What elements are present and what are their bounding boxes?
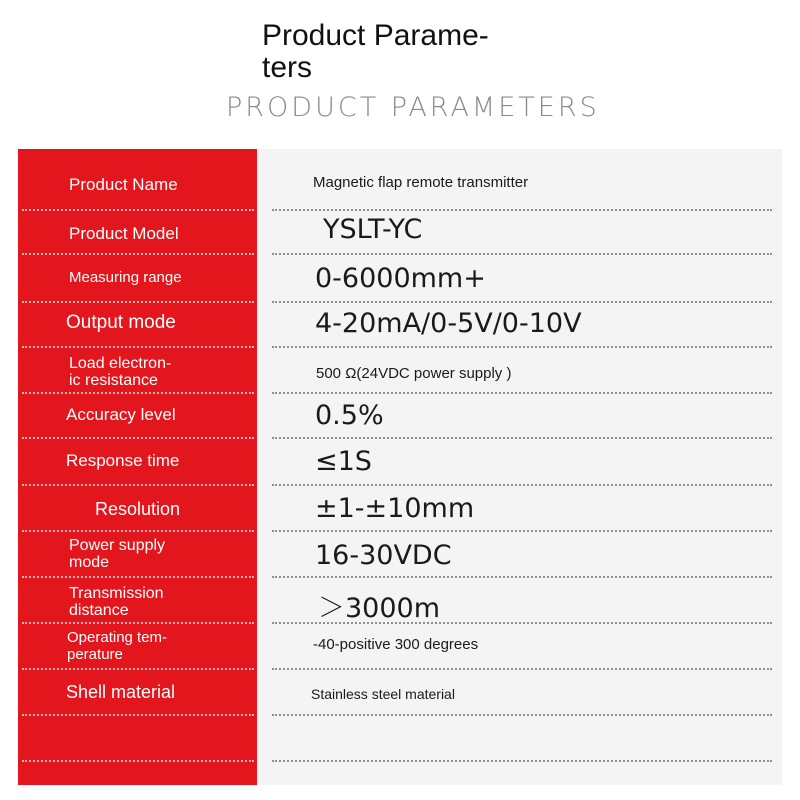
label-transmission-line-2: distance	[69, 602, 129, 619]
page-subtitle: PRODUCT PARAMETERS	[226, 92, 600, 123]
label-load-resistance-line-1: Load electron-	[69, 355, 172, 372]
label-load-resistance-line-2: ic resistance	[69, 372, 158, 389]
value-response-time: ≤1S	[315, 446, 372, 477]
label-resolution: Resolution	[94, 499, 181, 519]
row-divider-right	[272, 622, 772, 624]
title-line-2: ters	[262, 51, 313, 84]
value-transmission-distance: ＞3000m	[318, 593, 441, 624]
row-divider-right	[272, 253, 772, 255]
label-operating-temp-line-2: perature	[67, 646, 123, 663]
label-response-time: Response time	[66, 451, 180, 470]
title-line-1: Product Parame-	[262, 19, 489, 52]
row-divider-left	[22, 668, 254, 670]
page-title	[262, 20, 489, 84]
label-load-resistance	[18, 355, 257, 389]
label-operating-temp-line-1: Operating tem-	[67, 629, 168, 646]
label-product-name: Product Name	[69, 175, 178, 194]
label-output-mode: Output mode	[66, 312, 176, 333]
row-divider-right	[272, 760, 772, 762]
row-divider-right	[272, 714, 772, 716]
label-product-model: Product Model	[69, 224, 179, 243]
label-accuracy-level: Accuracy level	[66, 405, 176, 424]
value-measuring-range: 0-6000mm+	[315, 263, 486, 294]
row-divider-left	[22, 622, 254, 624]
value-output-mode: 4-20mA/0-5V/0-10V	[315, 308, 582, 339]
row-divider-left	[22, 209, 254, 211]
row-divider-right	[272, 301, 772, 303]
value-shell-material: Stainless steel material	[311, 686, 455, 702]
label-transmission-distance	[18, 585, 257, 619]
row-divider-right	[272, 668, 772, 670]
row-divider-left	[22, 484, 254, 486]
label-power-supply-line-2: mode	[69, 554, 110, 571]
value-resolution: ±1-±10mm	[315, 493, 475, 524]
row-divider-left	[22, 392, 254, 394]
row-divider-right	[272, 484, 772, 486]
label-transmission-line-1: Transmission	[69, 585, 164, 602]
value-operating-temperature: -40-positive 300 degrees	[313, 636, 479, 653]
row-divider-left	[22, 253, 254, 255]
label-power-supply-line-1: Power supply	[69, 537, 166, 554]
value-product-name: Magnetic flap remote transmitter	[313, 174, 529, 191]
row-divider-left	[22, 530, 254, 532]
value-power-supply-mode: 16-30VDC	[315, 540, 452, 571]
row-divider-left	[22, 714, 254, 716]
row-divider-left	[22, 346, 254, 348]
row-divider-right	[272, 209, 772, 211]
value-product-model: YSLT-YC	[323, 214, 423, 245]
row-divider-right	[272, 437, 772, 439]
value-accuracy-level: 0.5%	[315, 400, 384, 431]
label-power-supply-mode	[18, 537, 257, 571]
row-divider-left	[22, 437, 254, 439]
row-divider-right	[272, 346, 772, 348]
label-shell-material: Shell material	[66, 682, 176, 702]
row-divider-right	[272, 392, 772, 394]
row-divider-left	[22, 301, 254, 303]
label-measuring-range: Measuring range	[69, 269, 182, 286]
label-operating-temperature	[18, 629, 257, 663]
row-divider-right	[272, 530, 772, 532]
row-divider-right	[272, 576, 772, 578]
value-load-resistance: 500 Ω(24VDC power supply )	[316, 365, 512, 382]
row-divider-left	[22, 576, 254, 578]
row-divider-left	[22, 760, 254, 762]
